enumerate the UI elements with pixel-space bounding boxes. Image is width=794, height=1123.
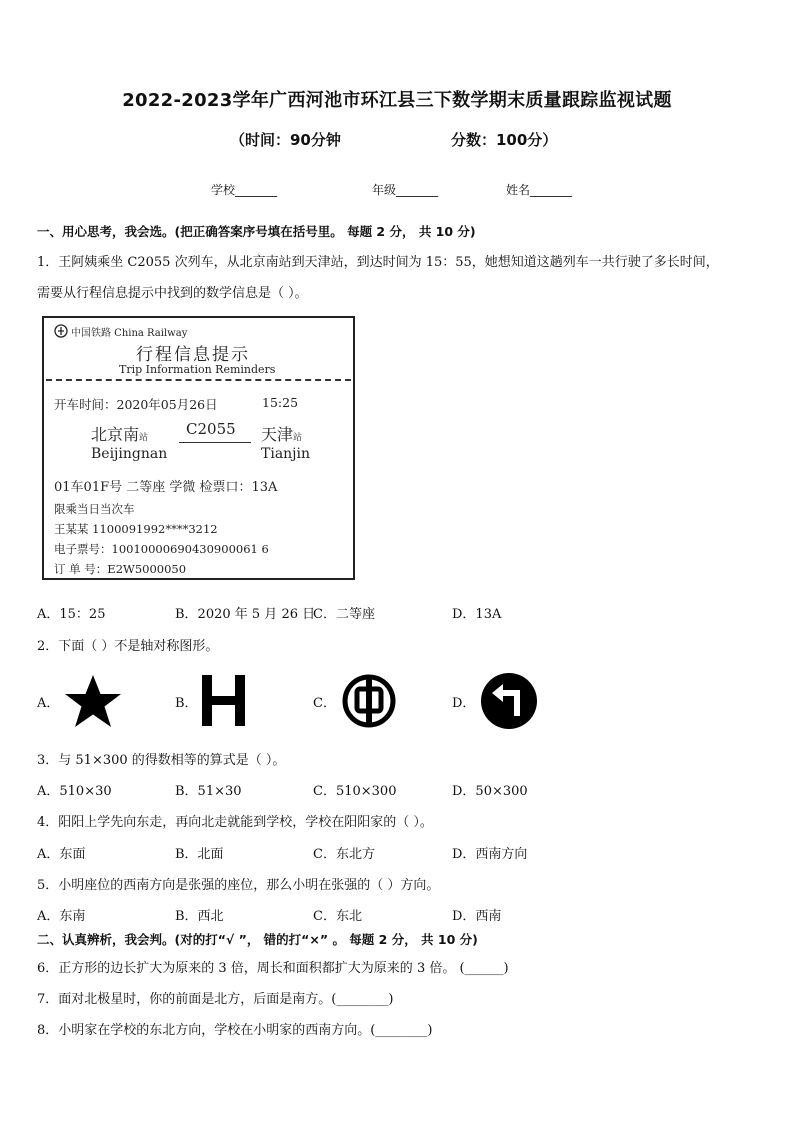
q3-option-a: A．510×30 — [37, 784, 112, 799]
train-arrow-line — [179, 442, 251, 443]
q1-line1: 1．王阿姨乘坐 C2055 次列车，从北京南站到天津站，到达时间为 15：55，她想知道这趟列车一共行驶了多长时间， — [37, 255, 719, 270]
ticket-brand: 中国铁路 China Railway — [71, 328, 188, 339]
q1-option-c: C．二等座 — [313, 607, 375, 622]
q5-option-b: B．西北 — [175, 909, 224, 924]
depart-time: 15:25 — [262, 395, 299, 410]
q4-stem: 4．阳阳上学先向东走，再向北走就能到学校，学校在阳阳家的（ ）。 — [37, 815, 433, 830]
q4-option-b: B．北面 — [175, 847, 224, 862]
q5-option-c: C．东北 — [313, 909, 362, 924]
passenger-info: 王某某 1100091992****3212 — [54, 522, 218, 536]
name-field: 姓名_______ — [506, 183, 573, 197]
q4-option-d: D．西南方向 — [452, 847, 528, 862]
to-station-suffix: 站 — [293, 433, 303, 443]
ticket-heading-cn: 行程信息提示 — [136, 345, 250, 365]
q4-option-c: C．东北方 — [313, 847, 375, 862]
bank-logo-icon — [341, 673, 397, 729]
turn-left-sign-icon — [480, 672, 538, 730]
grade-field: 年级_______ — [372, 183, 439, 197]
letter-h-icon — [201, 675, 246, 726]
trip-info-ticket — [42, 316, 355, 580]
q4-option-a: A．东面 — [37, 847, 86, 862]
q2-stem: 2．下面（ ）不是轴对称图形。 — [37, 639, 219, 654]
q7-text: 7．面对北极星时，你的前面是北方，后面是南方。(________) — [37, 992, 394, 1007]
railway-logo-icon — [54, 324, 68, 338]
ticket-divider — [46, 379, 351, 381]
q5-stem: 5．小明座位的西南方向是张强的座位，那么小明在张强的（ ）方向。 — [37, 878, 440, 893]
q1-option-d: D．13A — [452, 607, 502, 622]
q6-text: 6．正方形的边长扩大为原来的 3 倍，周长和面积都扩大为原来的 3 倍。 (______) — [37, 961, 509, 976]
eticket-number: 电子票号：10010000690430900061 6 — [54, 542, 269, 556]
from-station — [91, 422, 148, 445]
depart-label: 开车时间：2020年05月26日 — [54, 397, 218, 412]
page-title: 2022-2023学年广西河池市环江县三下数学期末质量跟踪监视试题 — [122, 90, 672, 111]
exam-time: （时间：90分钟 — [230, 131, 341, 149]
ticket-heading-en: Trip Information Reminders — [119, 363, 276, 376]
q3-option-b: B．51×30 — [175, 784, 242, 799]
train-number: C2055 — [186, 420, 236, 438]
to-station-name: 天津 — [261, 425, 294, 444]
q5-option-d: D．西南 — [452, 909, 502, 924]
from-station-name: 北京南 — [91, 425, 140, 444]
q3-stem: 3．与 51×300 的得数相等的算式是（ ）。 — [37, 753, 286, 768]
to-station-en: Tianjin — [261, 446, 311, 462]
q3-option-d: D．50×300 — [452, 784, 528, 799]
q1-option-a: A．15：25 — [37, 607, 106, 622]
q2-label-b: B． — [175, 696, 198, 711]
from-station-en: Beijingnan — [91, 446, 168, 462]
section-2-heading: 二、认真辨析，我会判。(对的打“√ ”， 错的打“×” 。 每题 2 分， 共 10 分) — [37, 932, 478, 947]
star-icon — [62, 673, 124, 729]
exam-score: 分数：100分） — [451, 131, 558, 149]
q8-text: 8．小明家在学校的东北方向，学校在小明家的西南方向。(________) — [37, 1023, 433, 1038]
q2-label-d: D． — [452, 696, 476, 711]
q2-label-a: A． — [37, 696, 60, 711]
from-station-suffix: 站 — [139, 433, 149, 443]
section-1-heading: 一、用心思考，我会选。(把正确答案序号填在括号里。 每题 2 分， 共 10 分) — [37, 224, 476, 239]
q1-line2: 需要从行程信息提示中找到的数学信息是（ ）。 — [37, 286, 308, 301]
ticket-note: 限乘当日当次车 — [54, 502, 135, 516]
order-number: 订 单 号：E2W5000050 — [54, 562, 187, 576]
q3-option-c: C．510×300 — [313, 784, 397, 799]
seat-info: 01车01F号 二等座 学微 检票口：13A — [54, 480, 278, 495]
school-field: 学校_______ — [211, 183, 278, 197]
q5-option-a: A．东南 — [37, 909, 86, 924]
q2-label-c: C． — [313, 696, 336, 711]
q1-option-b: B．2020 年 5 月 26 日 — [175, 607, 316, 622]
to-station — [261, 422, 302, 445]
